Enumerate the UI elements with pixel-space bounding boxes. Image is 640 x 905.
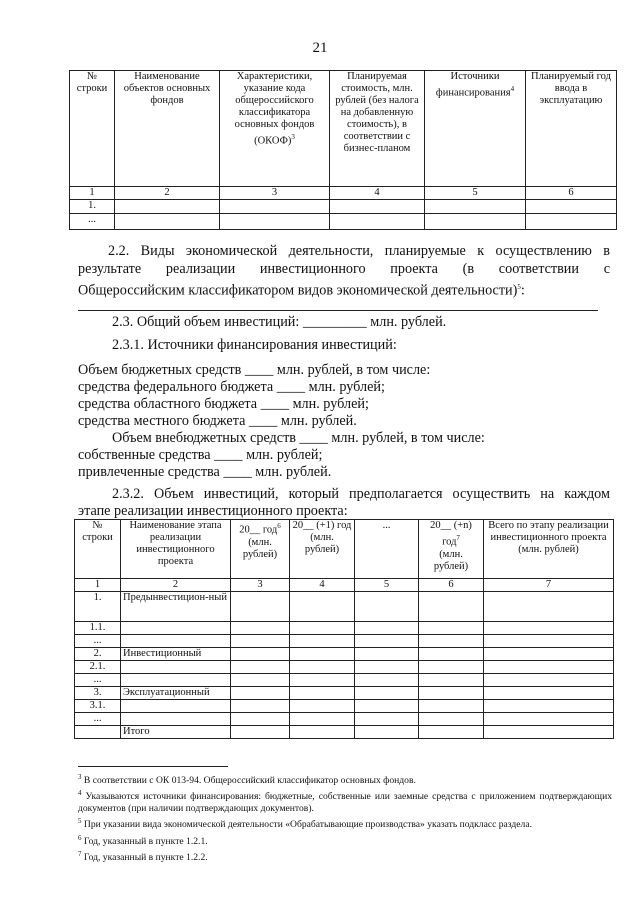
funding-line: средства областного бюджета ____ млн. рублей; [78,396,369,412]
stage-name [121,700,231,713]
table-row [75,713,614,726]
header-cell: Планируемая стоимость, млн. рублей (без налога на добавленную стоимость), в соответствии с бизнес-планом [330,71,425,187]
section-2-2-line3: Общероссийским классификатором видов экономической деятельности)$^5$: [78,282,525,299]
row-number: 2.1. [75,661,121,674]
table-row [70,200,617,214]
footnote [78,848,612,864]
value-cell [355,592,419,622]
value-cell [290,648,355,661]
row-number: 3.1. [75,700,121,713]
section-2-3-2-line2: этапе реализации инвестиционного проекта: [78,503,348,519]
column-number-row [75,579,614,592]
table-row [75,700,614,713]
column-number: 4 [330,187,425,200]
footnote-text: При указании вида экономической деятельности «Обрабатывающие производства» указать подкласс раздела. [83,819,533,831]
value-cell [355,726,419,739]
footnote-number: 6 [78,833,82,842]
value-cell [419,648,484,661]
table-header-row [75,520,614,579]
row-number: ... [75,635,121,648]
section-2-2-line2: результате реализации инвестиционного проекта (в соответствии с [78,261,610,277]
stage-name [121,713,231,726]
footnotes [78,771,612,864]
header-cell: Наименование этапа реализации инвестиционного проекта [121,520,231,579]
value-cell [231,661,290,674]
stage-name: Предынвестицион-ный [121,592,231,622]
investment-stages-table [74,519,614,739]
header-cell: 20__ (+n) год$^7$ (млн. рублей) [419,520,484,579]
table-row [75,726,614,739]
value-cell [484,726,614,739]
value-cell [484,622,614,635]
table-row [75,687,614,700]
row-number: ... [75,713,121,726]
row-number: 1. [75,592,121,622]
footnote-text: Указываются источники финансирования: бюджетные, собственные или заемные средства с приложением подтверждающих документов (при наличии подтверждающих документов). [78,791,612,815]
value-cell [419,700,484,713]
value-cell [419,674,484,687]
table-row [75,648,614,661]
value-cell [419,661,484,674]
row-number: ... [75,674,121,687]
table-row [75,592,614,622]
page-number: 21 [312,40,328,56]
value-cell [355,713,419,726]
funding-line: средства местного бюджета ____ млн. рублей. [78,413,357,429]
value-cell [231,648,290,661]
footnote [78,771,612,787]
value-cell [484,713,614,726]
stage-name [121,661,231,674]
header-cell: Планируемый год ввода в эксплуатацию [526,71,617,187]
value-cell [355,687,419,700]
value-cell [484,674,614,687]
stage-name: Инвестиционный [121,648,231,661]
column-number: 6 [526,187,617,200]
value-cell [231,635,290,648]
stage-name: Итого [121,726,231,739]
column-number: 3 [220,187,330,200]
value-cell [419,622,484,635]
header-cell: № строки [75,520,121,579]
column-number: 3 [231,579,290,592]
header-cell: ... [355,520,419,579]
table-header-row [70,71,617,187]
funding-lines [78,362,610,481]
value-cell [484,592,614,622]
footnote-text: Год, указанный в пункте 1.2.2. [83,851,208,863]
value-cell [419,687,484,700]
column-number: 6 [419,579,484,592]
value-cell [484,648,614,661]
value-cell [290,661,355,674]
table-row [75,661,614,674]
footnote [78,832,612,848]
header-cell: 20__ год$^6$ (млн. рублей) [231,520,290,579]
funding-line: средства федерального бюджета ____ млн. рублей; [78,379,385,395]
value-cell [355,622,419,635]
value-cell [290,700,355,713]
column-number: 2 [121,579,231,592]
value-cell [290,592,355,622]
value-cell [484,635,614,648]
fixed-assets-table [69,70,617,230]
footnote [78,815,612,831]
answer-line [78,310,598,311]
column-number: 1 [70,187,115,200]
stage-name [121,622,231,635]
header-cell: Характеристики, указание кода общероссийского классификатора основных фондов (ОКОФ)$^3$ [220,71,330,187]
stage-name [121,674,231,687]
column-number: 5 [355,579,419,592]
funding-line: Объем внебюджетных средств ____ млн. рублей, в том числе: [112,430,485,446]
value-cell [231,674,290,687]
value-cell [231,726,290,739]
value-cell [290,687,355,700]
header-cell: Наименование объектов основных фондов [115,71,220,187]
stage-name [121,635,231,648]
row-number: ... [70,214,115,230]
footnote-number: 3 [78,773,82,781]
footnote-number: 7 [78,849,82,858]
footnote-separator [78,766,228,767]
table-row [70,214,617,230]
column-number: 2 [115,187,220,200]
section-2-2-line1: 2.2. Виды экономической деятельности, планируемые к осуществлению в [108,243,610,259]
value-cell [231,592,290,622]
footnote-number: 4 [78,789,82,798]
footnote [78,787,612,815]
funding-line: Объем бюджетных средств ____ млн. рублей, в том числе: [78,362,431,378]
value-cell [231,687,290,700]
funding-line: собственные средства ____ млн. рублей; [78,447,323,463]
footnote-text: Год, указанный в пункте 1.2.1. [83,835,208,847]
value-cell [231,713,290,726]
funding-line: привлеченные средства ____ млн. рублей. [78,464,332,480]
column-number: 7 [484,579,614,592]
value-cell [484,700,614,713]
table-row [75,674,614,687]
row-number: 1. [70,200,115,214]
stage-name: Эксплуатационный [121,687,231,700]
value-cell [355,661,419,674]
row-number [75,726,121,739]
value-cell [355,674,419,687]
value-cell [484,687,614,700]
value-cell [290,713,355,726]
table-row [75,622,614,635]
column-number-row [70,187,617,200]
row-number: 3. [75,687,121,700]
row-number: 1.1. [75,622,121,635]
footnote-number: 5 [78,817,82,826]
header-cell: Всего по этапу реализации инвестиционного проекта (млн. рублей) [484,520,614,579]
footnote-text: В соответствии с ОК 013-94. Общероссийский классификатор основных фондов. [83,775,416,787]
section-2-3-1: 2.3.1. Источники финансирования инвестиций: [112,337,397,353]
value-cell [419,713,484,726]
column-number: 5 [425,187,526,200]
table-row [75,635,614,648]
column-number: 4 [290,579,355,592]
value-cell [419,726,484,739]
row-number: 2. [75,648,121,661]
header-cell: Источники финансирования$^4$ [425,71,526,187]
value-cell [290,674,355,687]
header-cell: № строки [70,71,115,187]
section-2-3: 2.3. Общий объем инвестиций: _________ млн. рублей. [112,314,447,330]
value-cell [290,635,355,648]
header-cell: 20__ (+1) год (млн. рублей) [290,520,355,579]
column-number: 1 [75,579,121,592]
value-cell [419,635,484,648]
value-cell [355,635,419,648]
value-cell [419,592,484,622]
value-cell [355,648,419,661]
value-cell [484,661,614,674]
value-cell [290,622,355,635]
value-cell [355,700,419,713]
value-cell [231,622,290,635]
section-2-3-2-line1: 2.3.2. Объем инвестиций, который предполагается осуществить на каждом [112,486,610,502]
value-cell [231,700,290,713]
value-cell [290,726,355,739]
